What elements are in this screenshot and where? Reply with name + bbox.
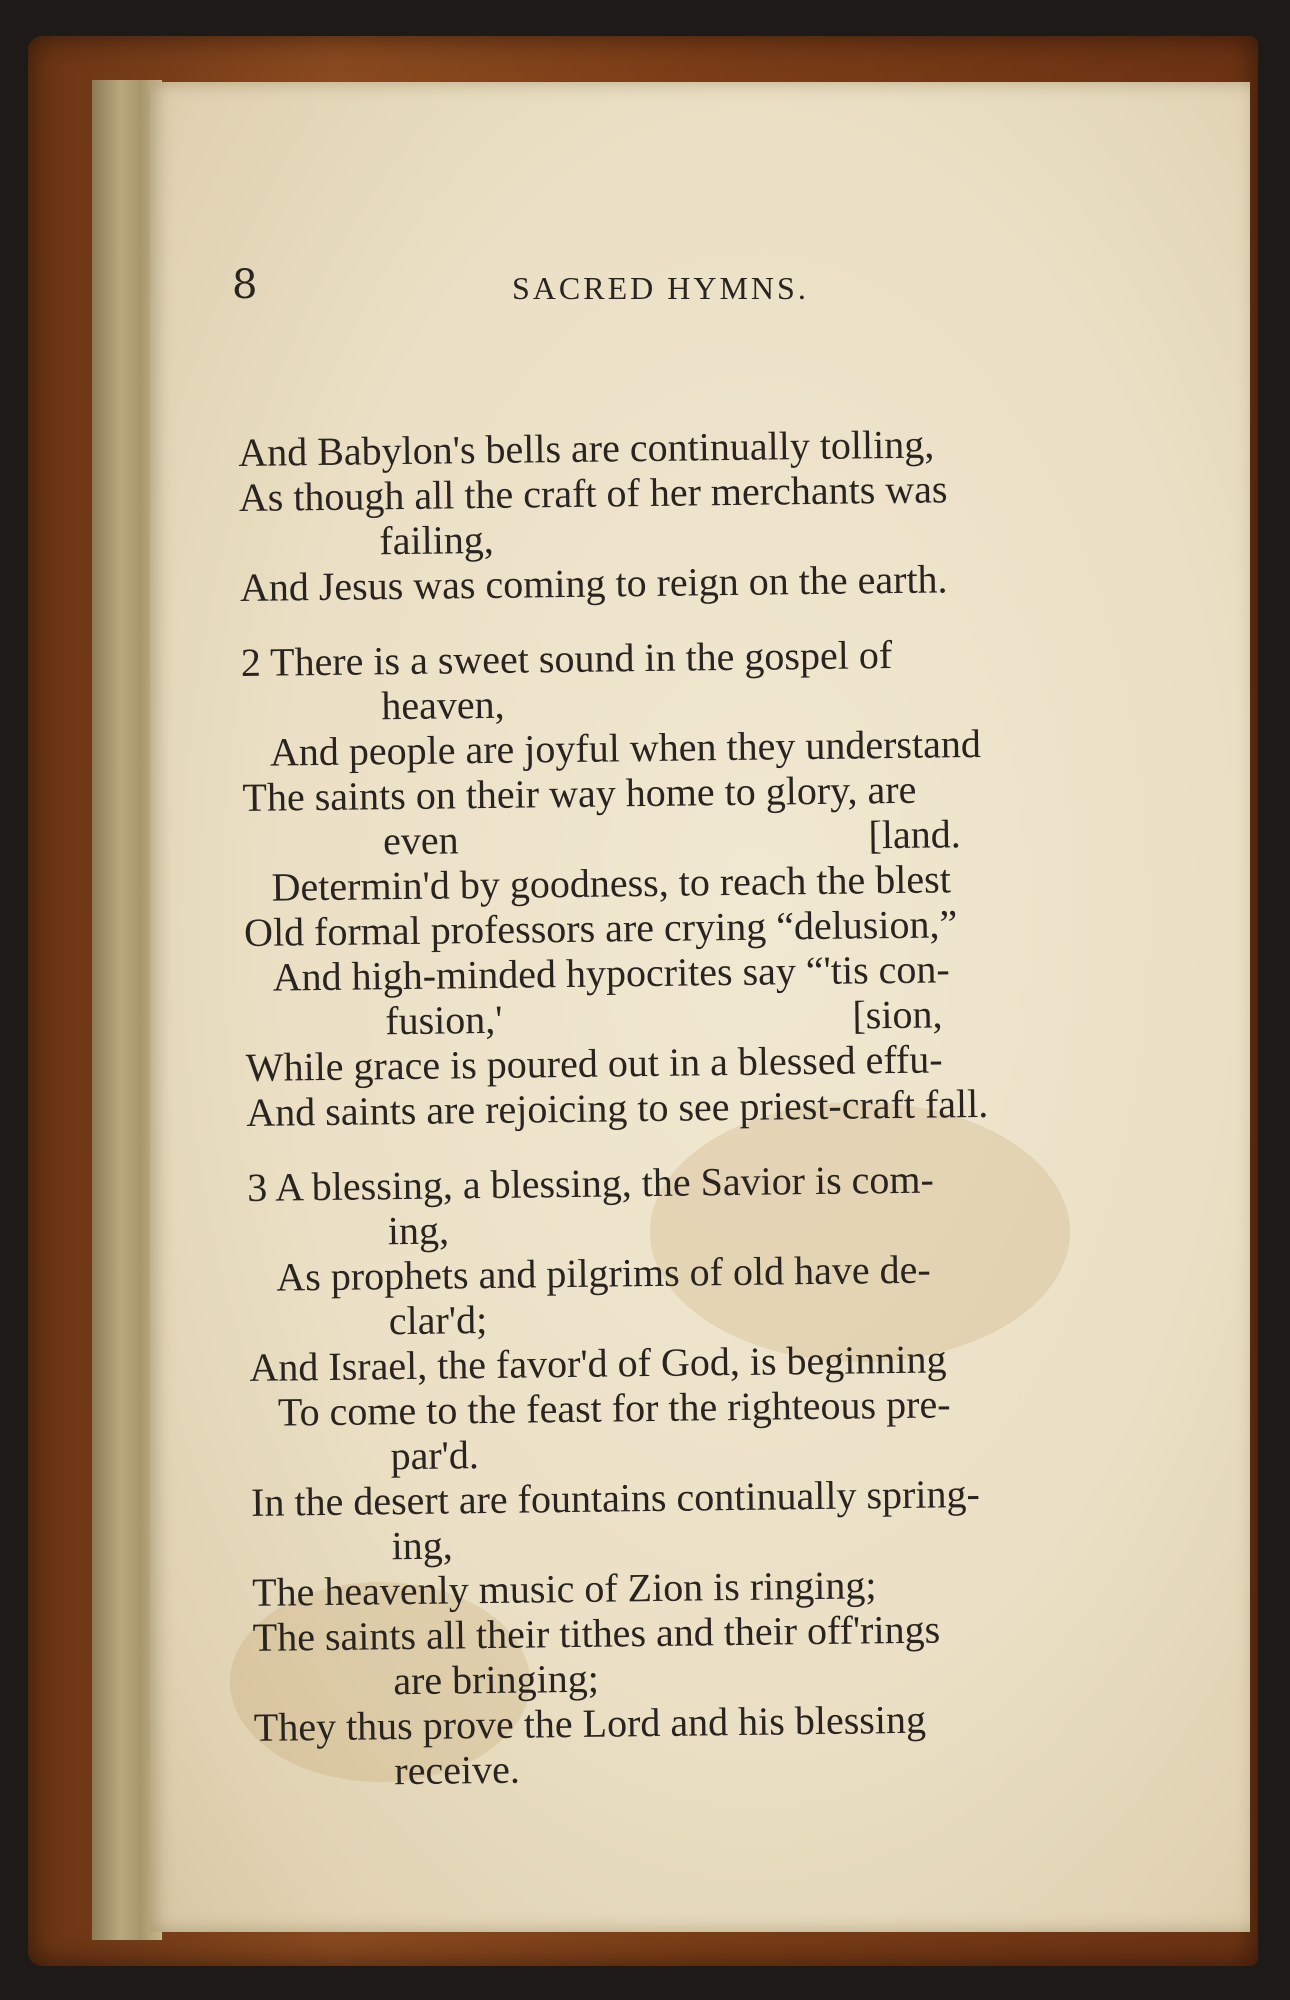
verse-line: ing, (391, 1522, 454, 1569)
stanza-1 (238, 419, 1170, 610)
verse-line: And Jesus was coming to reign on the earth. (239, 556, 948, 610)
verse-line: par'd. (390, 1432, 480, 1479)
verse-line: And Israel, the favor'd of God, is beginning (249, 1336, 947, 1390)
verse-line: And people are joyful when they understand (269, 720, 982, 775)
verse-line: As prophets and pilgrims of old have de- (276, 1246, 931, 1300)
verse-line: And saints are rejoicing to see priest-craft fall. (246, 1080, 989, 1135)
verse-line: Old formal professors are crying “delusion,” (243, 901, 958, 955)
running-head: SACRED HYMNS. (512, 270, 809, 306)
verse-line: are bringing; (393, 1655, 600, 1704)
stanza-3 (247, 1154, 1185, 1795)
hymn-text (238, 419, 1185, 1825)
verse-line: To come to the feast for the righteous pre- (277, 1381, 951, 1435)
verse-line: 3 A blessing, a blessing, the Savior is com- (246, 1156, 935, 1210)
verse-line: receive. (394, 1746, 521, 1794)
verse-line: As though all the craft of her merchants was (238, 466, 948, 520)
verse-line: clar'd; (388, 1297, 488, 1344)
verse-line-start: even (382, 817, 459, 864)
verse-line: The saints all their tithes and their off'rings (252, 1606, 941, 1660)
verse-line: While grace is poured out in a blessed effu- (245, 1036, 943, 1090)
stanza-2 (241, 629, 1177, 1135)
verse-line: And Babylon's bells are continually tolling, (238, 421, 935, 475)
verse-line-turnover: [sion, (852, 991, 943, 1038)
verse-line: 2 There is a sweet sound in the gospel of (240, 632, 893, 685)
verse-line: They thus prove the Lord and his blessing (253, 1696, 927, 1750)
verse-line-turnover: [land. (868, 811, 961, 858)
page-number: 8 (232, 262, 258, 308)
verse-line: heaven, (381, 681, 505, 729)
verse-line-start: fusion,' (384, 996, 503, 1044)
verse-line: Determin'd by goodness, to reach the blest (271, 856, 952, 910)
verse-line: In the desert are fountains continually spring- (250, 1471, 980, 1525)
verse-line: The saints on their way home to glory, are (242, 766, 917, 820)
verse-line: The heavenly music of Zion is ringing; (251, 1562, 877, 1615)
page-header (232, 262, 1112, 322)
verse-line: And high-minded hypocrites say “'tis con- (272, 946, 950, 1000)
verse-line: ing, (387, 1207, 450, 1254)
verse-line: failing, (379, 516, 495, 564)
